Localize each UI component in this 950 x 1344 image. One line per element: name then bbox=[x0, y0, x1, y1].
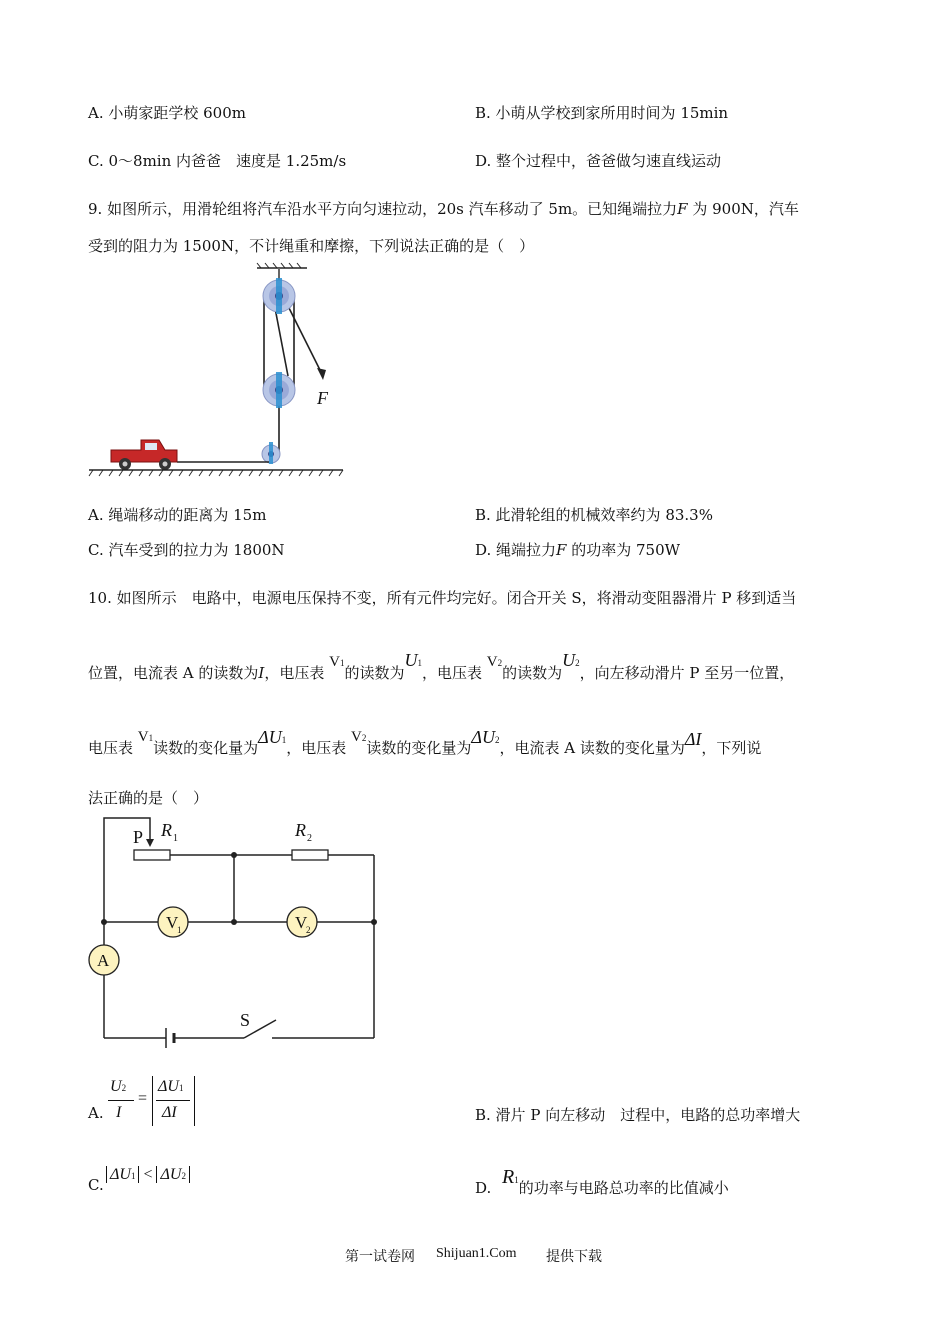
label-r1: R bbox=[161, 820, 172, 840]
q9-stem-line1: 9. 如图所示，用滑轮组将汽车沿水平方向匀速拉动，20s 汽车移动了 5m。已知绳端拉力F 为 900N，汽车 bbox=[88, 200, 799, 218]
q10-stem-line2: 位置，电流表 A 的读数为I，电压表 V1的读数为U1，电压表 V2的读数为U2，向左移动滑片 P 至另一位置， bbox=[88, 650, 795, 682]
fixed-pulley bbox=[263, 278, 295, 314]
svg-text:2: 2 bbox=[307, 833, 312, 844]
q10-option-c-label: C. bbox=[88, 1176, 104, 1194]
svg-text:V: V bbox=[295, 913, 308, 932]
switch-label-s: S bbox=[240, 1010, 251, 1030]
footer-download: 提供下载 bbox=[546, 1249, 602, 1265]
q10-option-a-formula: U2 I = ΔU1 ΔI bbox=[108, 1076, 198, 1128]
svg-text:1: 1 bbox=[177, 925, 182, 935]
q8-option-c: C. 0～8min 内爸爸 速度是 1.25m/s bbox=[88, 152, 347, 170]
rheostat-r1 bbox=[134, 850, 170, 860]
ammeter-a bbox=[89, 945, 119, 975]
q9-option-a: A. 绳端移动的距离为 15m bbox=[88, 506, 267, 524]
footer-site-url: Shijuan1.Com bbox=[436, 1246, 517, 1261]
q8-option-a: A. 小萌家距学校 600m bbox=[88, 104, 246, 122]
movable-pulley bbox=[263, 372, 295, 408]
q9-option-c: C. 汽车受到的拉力为 1800N bbox=[88, 541, 285, 559]
svg-text:2: 2 bbox=[306, 925, 311, 935]
circuit-diagram bbox=[84, 812, 384, 1052]
car-icon bbox=[111, 440, 177, 470]
q9-option-b: B. 此滑轮组的机械效率约为 83.3% bbox=[475, 506, 713, 524]
q8-option-d: D. 整个过程中，爸爸做匀速直线运动 bbox=[475, 152, 722, 170]
label-r2: R bbox=[295, 820, 306, 840]
footer-site-name: 第一试卷网 bbox=[345, 1249, 415, 1265]
voltmeter-v1 bbox=[158, 907, 188, 937]
q10-option-a-label: A. bbox=[88, 1104, 104, 1122]
q10-stem-line4: 法正确的是（ ） bbox=[88, 789, 209, 807]
svg-text:V: V bbox=[166, 913, 179, 932]
q10-stem-line1: 10. 如图所示 电路中，电源电压保持不变，所有元件均完好。闭合开关 S，将滑动变阻器滑片 P 移到适当 bbox=[88, 589, 797, 607]
q9-option-d: D. 绳端拉力F 的功率为 750W bbox=[475, 541, 681, 559]
svg-text:1: 1 bbox=[173, 833, 178, 844]
q10-stem-line3: 电压表 V1读数的变化量为ΔU1，电压表 V2读数的变化量为ΔU2，电流表 A 读数的变化量为ΔI，下列说 bbox=[88, 727, 762, 757]
q10-option-b: B. 滑片 P 向左移动 过程中，电路的总功率增大 bbox=[475, 1106, 801, 1124]
voltmeter-v2 bbox=[287, 907, 317, 937]
svg-text:A: A bbox=[97, 951, 110, 970]
slider-label-p: P bbox=[133, 827, 144, 847]
pulley-figure bbox=[85, 262, 350, 480]
q9-stem-line2: 受到的阻力为 1500N，不计绳重和摩擦，下列说法正确的是（ ） bbox=[88, 237, 535, 255]
resistor-r2 bbox=[292, 850, 328, 860]
q10-option-c-formula: ΔU1 < ΔU2 bbox=[106, 1166, 190, 1184]
q8-option-b: B. 小萌从学校到家所用时间为 15min bbox=[475, 104, 729, 122]
q10-option-d: D. R1的功率与电路总功率的比值减小 bbox=[475, 1166, 729, 1197]
ground-pulley bbox=[262, 442, 280, 464]
force-label: F bbox=[317, 388, 328, 408]
